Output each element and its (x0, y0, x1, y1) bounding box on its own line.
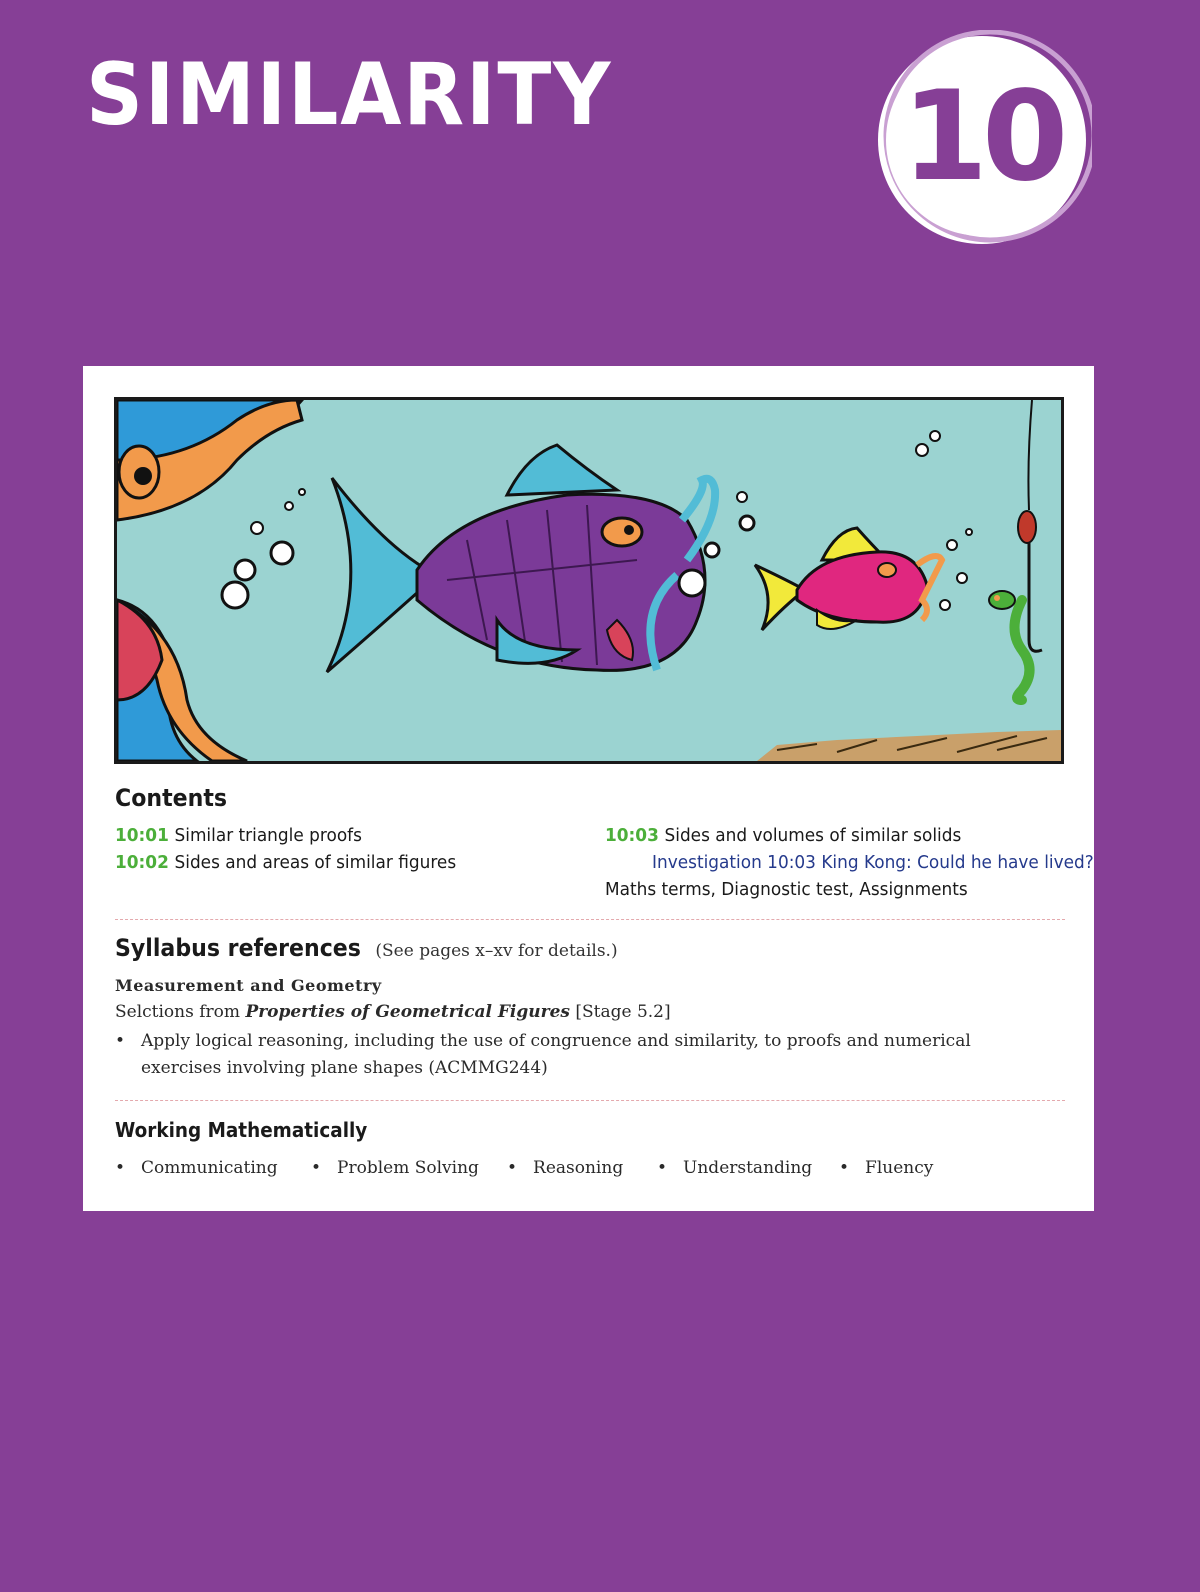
bullet: • (839, 1158, 850, 1178)
chapter-number: 10 (901, 65, 1063, 209)
contents-extras[interactable]: Maths terms, Diagnostic test, Assignments (605, 879, 968, 900)
list-item-label: Reasoning (533, 1158, 624, 1178)
list-item (839, 1158, 933, 1178)
list-item (311, 1158, 479, 1178)
contents-item[interactable] (115, 822, 456, 849)
contents-item[interactable] (605, 822, 1094, 849)
syllabus-heading: Syllabus references (115, 934, 361, 962)
outcome-text: Apply logical reasoning, including the use of congruence and similarity, to proofs and numerical exercises involving plane shapes (ACMMG244) (141, 1031, 971, 1078)
list-item-label: Understanding (683, 1158, 813, 1178)
bullet: • (657, 1158, 668, 1178)
syllabus-note: (See pages x–xv for details.) (375, 941, 618, 961)
working-mathematically-heading: Working Mathematically (115, 1118, 368, 1142)
selection-prefix: Selctions from (115, 1002, 241, 1022)
bullet: • (115, 1031, 126, 1051)
contents-right-column (605, 822, 1125, 903)
section-number: 10:02 (115, 852, 169, 873)
selection-stage: [Stage 5.2] (575, 1002, 671, 1022)
chapter-title: SIMILARITY (86, 45, 613, 145)
section-title: Similar triangle proofs (174, 825, 362, 846)
list-item-label: Fluency (865, 1158, 934, 1178)
investigation-link[interactable]: Investigation 10:03 King Kong: Could he have lived? (652, 852, 1094, 873)
bullet: • (507, 1158, 518, 1178)
syllabus-outcome (115, 1028, 1045, 1082)
section-number: 10:01 (115, 825, 169, 846)
cartoon-fish-illustration (114, 397, 1064, 764)
list-item (115, 1158, 278, 1178)
list-item-label: Communicating (141, 1158, 278, 1178)
section-title: Sides and areas of similar figures (174, 852, 457, 873)
list-item (657, 1158, 812, 1178)
section-number: 10:03 (605, 825, 659, 846)
bullet: • (115, 1158, 126, 1178)
contents-heading: Contents (115, 784, 228, 812)
chapter-overview-card (83, 366, 1094, 1211)
selection-topic: Properties of Geometrical Figures (245, 1002, 570, 1022)
contents-left-column (115, 822, 478, 876)
list-item-label: Problem Solving (337, 1158, 479, 1178)
selection-line (115, 1002, 671, 1022)
section-divider (115, 1100, 1065, 1101)
list-item (507, 1158, 623, 1178)
syllabus-heading-row (115, 934, 618, 962)
contents-item[interactable] (115, 849, 456, 876)
section-divider (115, 919, 1065, 920)
chapter-number-badge (872, 30, 1092, 250)
strand-title: Measurement and Geometry (115, 976, 382, 995)
section-title: Sides and volumes of similar solids (664, 825, 962, 846)
bullet: • (311, 1158, 322, 1178)
